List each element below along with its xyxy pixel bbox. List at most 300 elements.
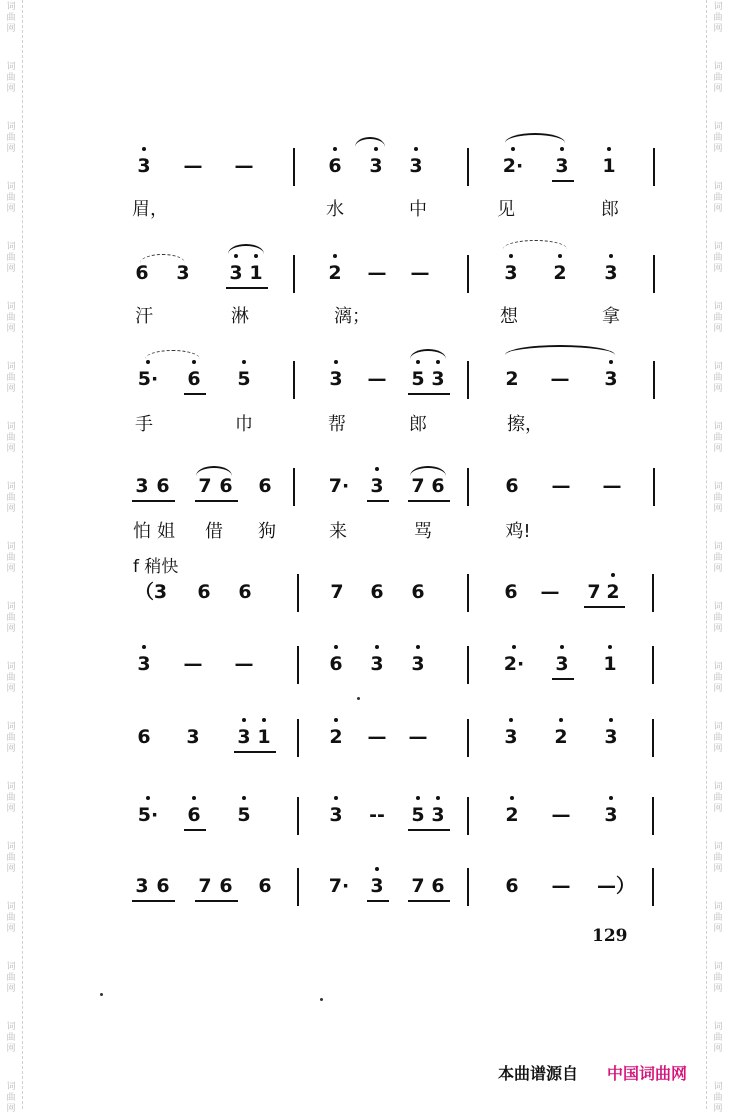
watermark-glyph: 词 [713,602,723,612]
jianpu-note: 3 [329,804,343,826]
watermark-glyph: 网 [713,1044,723,1054]
jianpu-note: 6 [258,875,272,897]
beam-underline [408,900,430,902]
watermark-glyph: 词 [713,62,723,72]
bar-line [652,719,654,757]
watermark-glyph: 曲 [713,673,723,683]
source-site-name: 中国词曲网 [607,1064,688,1083]
lyric-char: 想 [500,306,518,327]
jianpu-note: 6 [187,368,201,390]
watermark-glyph: 网 [6,1104,16,1114]
jianpu-note: — [550,368,570,390]
beam-underline [226,287,248,289]
watermark-glyph: 曲 [6,1093,16,1103]
slur-mark [140,254,185,263]
jianpu-note: — [234,155,254,177]
beam-underline [428,829,450,831]
watermark-glyph: 词 [6,62,16,72]
jianpu-note: 7· [328,475,350,497]
jianpu-note: 6 [431,875,445,897]
bar-line [297,868,299,906]
slur-mark [228,244,264,254]
octave-dot [375,467,379,471]
bar-line [293,148,295,186]
octave-dot [334,718,338,722]
beam-underline [408,829,430,831]
lyric-char: 巾 [235,414,253,435]
jianpu-note: 6 [328,155,342,177]
jianpu-note: 6 [504,581,518,603]
watermark-glyph: 词 [713,1022,723,1032]
bar-line [293,255,295,293]
watermark-glyph: 网 [713,684,723,694]
watermark-glyph: 曲 [713,193,723,203]
octave-dot [334,360,338,364]
watermark-glyph: 网 [6,384,16,394]
jianpu-note: 1 [602,155,616,177]
octave-dot [609,360,613,364]
lyric-char: 怕 [133,521,151,542]
octave-dot [375,867,379,871]
jianpu-note: — [367,262,387,284]
watermark-glyph: 曲 [6,133,16,143]
jianpu-note: 3 [135,475,149,497]
jianpu-note: 2 [505,368,519,390]
octave-dot [560,147,564,151]
jianpu-note: 3 [555,155,569,177]
watermark-glyph: 词 [713,902,723,912]
watermark-glyph: 词 [713,482,723,492]
watermark-glyph: 曲 [713,913,723,923]
lyric-char: 借 [205,521,223,542]
print-speck [320,998,323,1001]
watermark-glyph: 网 [713,624,723,634]
jianpu-note: 7 [411,875,425,897]
watermark-glyph: 词 [713,722,723,732]
jianpu-note: 6 [197,581,211,603]
jianpu-note: 3 [237,726,251,748]
watermark-glyph: 网 [6,804,16,814]
lyric-char: 汗 [135,306,153,327]
slur-mark [196,466,232,476]
octave-dot [607,147,611,151]
jianpu-note: 2 [554,726,568,748]
beam-underline [408,393,430,395]
octave-dot [416,796,420,800]
watermark-glyph: 曲 [713,973,723,983]
beam-underline [132,900,154,902]
jianpu-note: 3 [370,475,384,497]
watermark-glyph: 词 [6,602,16,612]
watermark-glyph: 词 [713,962,723,972]
watermark-glyph: 词 [6,302,16,312]
bar-line [653,361,655,399]
page-number: 129 [592,926,628,946]
watermark-glyph: 词 [713,122,723,132]
jianpu-note: 6 [219,475,233,497]
watermark-glyph: 曲 [6,13,16,23]
watermark-glyph: 词 [6,662,16,672]
watermark-glyph: 词 [6,962,16,972]
watermark-glyph: 曲 [713,733,723,743]
bar-line [467,468,469,506]
octave-dot [609,796,613,800]
watermark-glyph: 网 [6,924,16,934]
beam-underline [428,900,450,902]
octave-dot [510,796,514,800]
octave-dot [509,718,513,722]
watermark-glyph: 网 [6,504,16,514]
watermark-glyph: 网 [6,24,16,34]
slur-mark [410,466,446,476]
jianpu-note: — [183,653,203,675]
right-watermark-strip [706,0,729,1114]
octave-dot [436,360,440,364]
octave-dot [192,796,196,800]
jianpu-note: 7· [328,875,350,897]
watermark-glyph: 网 [713,924,723,934]
watermark-glyph: 词 [6,722,16,732]
bar-line [467,868,469,906]
octave-dot [333,147,337,151]
jianpu-note: 3 [411,653,425,675]
jianpu-note: 3 [604,726,618,748]
watermark-glyph: 词 [713,242,723,252]
jianpu-note: 2 [329,726,343,748]
lyric-char: 帮 [328,414,346,435]
jianpu-note: 3 [137,155,151,177]
watermark-glyph: 曲 [6,553,16,563]
jianpu-note: 6 [505,875,519,897]
watermark-glyph: 词 [713,662,723,672]
lyric-char: 手 [135,414,153,435]
watermark-glyph: 曲 [713,493,723,503]
watermark-glyph: 词 [6,782,16,792]
lyric-char: 鸡! [505,521,531,542]
watermark-glyph: 词 [6,1022,16,1032]
bar-line [297,646,299,684]
octave-dot [192,360,196,364]
jianpu-note: 6 [137,726,151,748]
left-watermark-strip [0,0,23,1114]
jianpu-note: 2 [553,262,567,284]
watermark-glyph: 网 [713,1104,723,1114]
watermark-glyph: 网 [713,984,723,994]
watermark-glyph: 网 [713,744,723,754]
watermark-glyph: 网 [713,384,723,394]
lyric-char: 中 [409,199,427,220]
lyric-char: 郎 [601,199,619,220]
jianpu-note: 3 [604,368,618,390]
watermark-glyph: 曲 [6,733,16,743]
beam-underline [428,500,450,502]
beam-underline [552,678,574,680]
jianpu-note: 3 [504,726,518,748]
jianpu-note: 6 [258,475,272,497]
lyric-char: 郎 [409,414,427,435]
jianpu-note: 5 [237,804,251,826]
octave-dot [436,796,440,800]
source-credit: 本曲谱源自 [498,1064,579,1083]
bar-line [297,719,299,757]
bar-line [293,468,295,506]
lyric-char: 骂 [414,521,432,542]
watermark-glyph: 曲 [713,433,723,443]
watermark-glyph: 网 [6,84,16,94]
jianpu-note: 3 [329,368,343,390]
bar-line [652,574,654,612]
watermark-glyph: 曲 [6,613,16,623]
watermark-glyph: 曲 [6,373,16,383]
watermark-glyph: 词 [6,1082,16,1092]
beam-underline [552,180,574,182]
jianpu-note: 3 [370,653,384,675]
lyric-char: 擦， [507,414,543,435]
watermark-glyph: 词 [6,182,16,192]
watermark-glyph: 曲 [713,253,723,263]
watermark-glyph: 网 [713,144,723,154]
beam-underline [184,829,206,831]
octave-dot [608,645,612,649]
watermark-glyph: 词 [713,302,723,312]
jianpu-note: 3 [370,875,384,897]
lyric-char: 见 [497,199,515,220]
slur-mark [145,350,200,359]
jianpu-note: 6 [505,475,519,497]
watermark-glyph: 网 [713,864,723,874]
jianpu-note: 1 [603,653,617,675]
watermark-glyph: 曲 [713,793,723,803]
jianpu-note: 2 [328,262,342,284]
jianpu-note: 3 [137,653,151,675]
octave-dot [333,254,337,258]
watermark-glyph: 词 [6,482,16,492]
jianpu-note: 3 [431,368,445,390]
octave-dot [142,645,146,649]
watermark-glyph: 网 [6,564,16,574]
watermark-glyph: 曲 [713,313,723,323]
jianpu-note: 6 [370,581,384,603]
bar-line [653,255,655,293]
beam-underline [216,500,238,502]
watermark-glyph: 网 [6,324,16,334]
watermark-glyph: 曲 [713,373,723,383]
jianpu-note: 3 [555,653,569,675]
octave-dot [262,718,266,722]
jianpu-note: 2 [606,581,620,603]
jianpu-note: 1 [249,262,263,284]
jianpu-note: 2· [503,653,525,675]
beam-underline [195,500,217,502]
bar-line [293,361,295,399]
watermark-glyph: 网 [6,204,16,214]
watermark-glyph: 曲 [713,13,723,23]
watermark-glyph: 网 [6,684,16,694]
beam-underline [132,500,154,502]
jianpu-note: 7 [198,475,212,497]
lyric-char: 淋 [231,306,249,327]
slur-mark [505,133,565,143]
watermark-glyph: 网 [6,1044,16,1054]
beam-underline [408,500,430,502]
slur-mark [355,137,385,147]
jianpu-note: 3 [504,262,518,284]
jianpu-note: 6 [329,653,343,675]
watermark-glyph: 曲 [713,133,723,143]
octave-dot [416,645,420,649]
beam-underline [367,500,389,502]
bar-line [653,468,655,506]
watermark-glyph: 网 [6,144,16,154]
jianpu-note: （3 [134,581,168,603]
bar-line [467,797,469,835]
watermark-glyph: 曲 [6,1033,16,1043]
watermark-glyph: 网 [713,804,723,814]
octave-dot [609,254,613,258]
watermark-glyph: 词 [6,2,16,12]
watermark-glyph: 曲 [6,493,16,503]
jianpu-note: 3 [409,155,423,177]
beam-underline [603,606,625,608]
watermark-glyph: 曲 [6,973,16,983]
jianpu-note: 5· [137,804,159,826]
watermark-glyph: 曲 [6,73,16,83]
jianpu-note: — [551,804,571,826]
jianpu-note: — [183,155,203,177]
jianpu-note: 6 [238,581,252,603]
octave-dot [609,718,613,722]
beam-underline [184,393,206,395]
watermark-glyph: 曲 [6,193,16,203]
jianpu-note: 6 [219,875,233,897]
jianpu-note: 6 [411,581,425,603]
beam-underline [234,751,256,753]
octave-dot [254,254,258,258]
watermark-glyph: 网 [713,324,723,334]
jianpu-note: 1 [257,726,271,748]
jianpu-note: 7 [587,581,601,603]
watermark-glyph: 词 [713,842,723,852]
watermark-glyph: 网 [6,984,16,994]
jianpu-note: 3 [431,804,445,826]
watermark-glyph: 网 [6,864,16,874]
watermark-glyph: 词 [6,362,16,372]
lyric-char: 狗 [258,521,276,542]
octave-dot [146,796,150,800]
jianpu-note: 2· [502,155,524,177]
octave-dot [142,147,146,151]
lyric-char: 拿 [602,306,620,327]
watermark-glyph: 网 [713,444,723,454]
beam-underline [195,900,217,902]
watermark-glyph: 网 [6,624,16,634]
watermark-glyph: 词 [6,842,16,852]
watermark-glyph: 网 [713,504,723,514]
watermark-glyph: 网 [713,564,723,574]
jianpu-note: 7 [330,581,344,603]
jianpu-note: 3 [604,804,618,826]
jianpu-note: — [367,368,387,390]
lyric-char: 眉， [132,199,168,220]
watermark-glyph: 曲 [713,1093,723,1103]
octave-dot [414,147,418,151]
watermark-glyph: 词 [6,542,16,552]
jianpu-note: — [602,475,622,497]
print-speck [100,993,103,996]
jianpu-note: 6 [187,804,201,826]
watermark-glyph: 曲 [6,793,16,803]
jianpu-note: — [408,726,428,748]
tempo-mark: f 稍快 [133,557,179,577]
lyric-char: 水 [326,199,344,220]
jianpu-note: — [367,726,387,748]
octave-dot [416,360,420,364]
watermark-glyph: 曲 [713,1033,723,1043]
bar-line [467,646,469,684]
watermark-glyph: 曲 [6,913,16,923]
slur-mark [410,349,446,359]
watermark-glyph: 词 [713,782,723,792]
jianpu-note: 3 [186,726,200,748]
jianpu-note: 6 [431,475,445,497]
bar-line [467,148,469,186]
jianpu-note: 6 [135,262,149,284]
bar-line [652,646,654,684]
jianpu-note: — [551,875,571,897]
octave-dot [242,360,246,364]
jianpu-note: 6 [156,475,170,497]
jianpu-note: 6 [156,875,170,897]
watermark-glyph: 曲 [6,253,16,263]
octave-dot [374,147,378,151]
jianpu-note: 7 [198,875,212,897]
watermark-glyph: 曲 [713,853,723,863]
jianpu-note: — [551,475,571,497]
octave-dot [512,645,516,649]
slur-mark [505,345,615,355]
jianpu-note: -- [369,804,385,826]
jianpu-note: 3 [176,262,190,284]
bar-line [653,148,655,186]
watermark-glyph: 曲 [713,613,723,623]
jianpu-note: 3 [229,262,243,284]
watermark-glyph: 曲 [713,553,723,563]
octave-dot [560,645,564,649]
bar-line [467,361,469,399]
jianpu-note: 5 [411,368,425,390]
watermark-glyph: 曲 [713,73,723,83]
octave-dot [234,254,238,258]
jianpu-note: 3 [604,262,618,284]
watermark-glyph: 网 [713,264,723,274]
bar-line [297,574,299,612]
beam-underline [216,900,238,902]
watermark-glyph: 曲 [6,853,16,863]
lyric-char: 来 [329,521,347,542]
jianpu-note: —） [596,875,636,897]
jianpu-note: — [540,581,560,603]
beam-underline [246,287,268,289]
jianpu-note: 3 [369,155,383,177]
watermark-glyph: 词 [6,902,16,912]
bar-line [467,255,469,293]
jianpu-note: 5· [137,368,159,390]
octave-dot [375,645,379,649]
bar-line [467,574,469,612]
octave-dot [334,645,338,649]
bar-line [652,797,654,835]
watermark-glyph: 曲 [6,673,16,683]
